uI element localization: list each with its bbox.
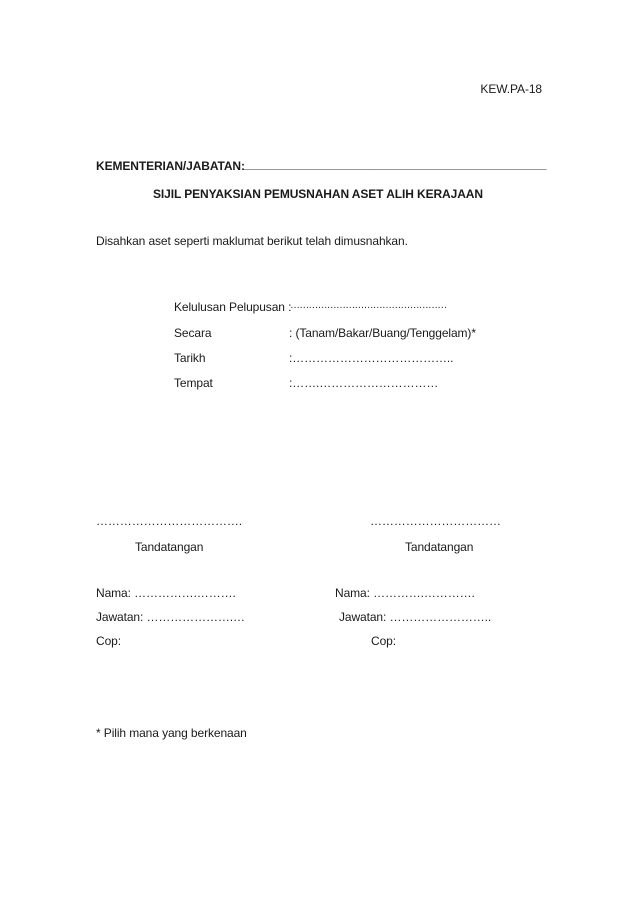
left-stamp-field: Cop: (96, 634, 121, 648)
method-label: Secara (174, 326, 212, 340)
document-code: KEW.PA-18 (480, 82, 542, 96)
approval-label: Kelulusan Pelupusan : (174, 300, 292, 314)
right-position-field: Jawatan: …………………….. (339, 610, 492, 624)
footnote: * Pilih mana yang berkenaan (96, 726, 247, 740)
date-label: Tarikh (174, 351, 206, 365)
certificate-title: SIJIL PENYAKSIAN PEMUSNAHAN ASET ALIH KERAJAAN (153, 187, 483, 201)
left-name-field: Nama: …………….………. (96, 586, 236, 600)
right-name-field: Nama: ………….…………. (335, 586, 475, 600)
place-label: Tempat (174, 376, 213, 390)
right-signature-line: …………………………… (370, 514, 501, 528)
method-value: : (Tanam/Bakar/Buang/Tenggelam)* (289, 326, 476, 340)
left-signature-line: ………………………………. (96, 514, 243, 528)
place-value: :…….………………………… (289, 376, 439, 390)
left-position-field: Jawatan: ………………….… (96, 610, 245, 624)
ministry-fill-line: ______________________________________________ (244, 157, 547, 171)
right-stamp-field: Cop: (371, 634, 396, 648)
approval-value: …………………………………………… (290, 300, 447, 311)
left-signature-caption: Tandatangan (135, 540, 204, 554)
date-value: :………………………………….. (289, 351, 454, 365)
right-signature-caption: Tandatangan (405, 540, 474, 554)
intro-text: Disahkan aset seperti maklumat berikut telah dimusnahkan. (96, 234, 408, 248)
ministry-label: KEMENTERIAN/JABATAN: (96, 159, 245, 173)
